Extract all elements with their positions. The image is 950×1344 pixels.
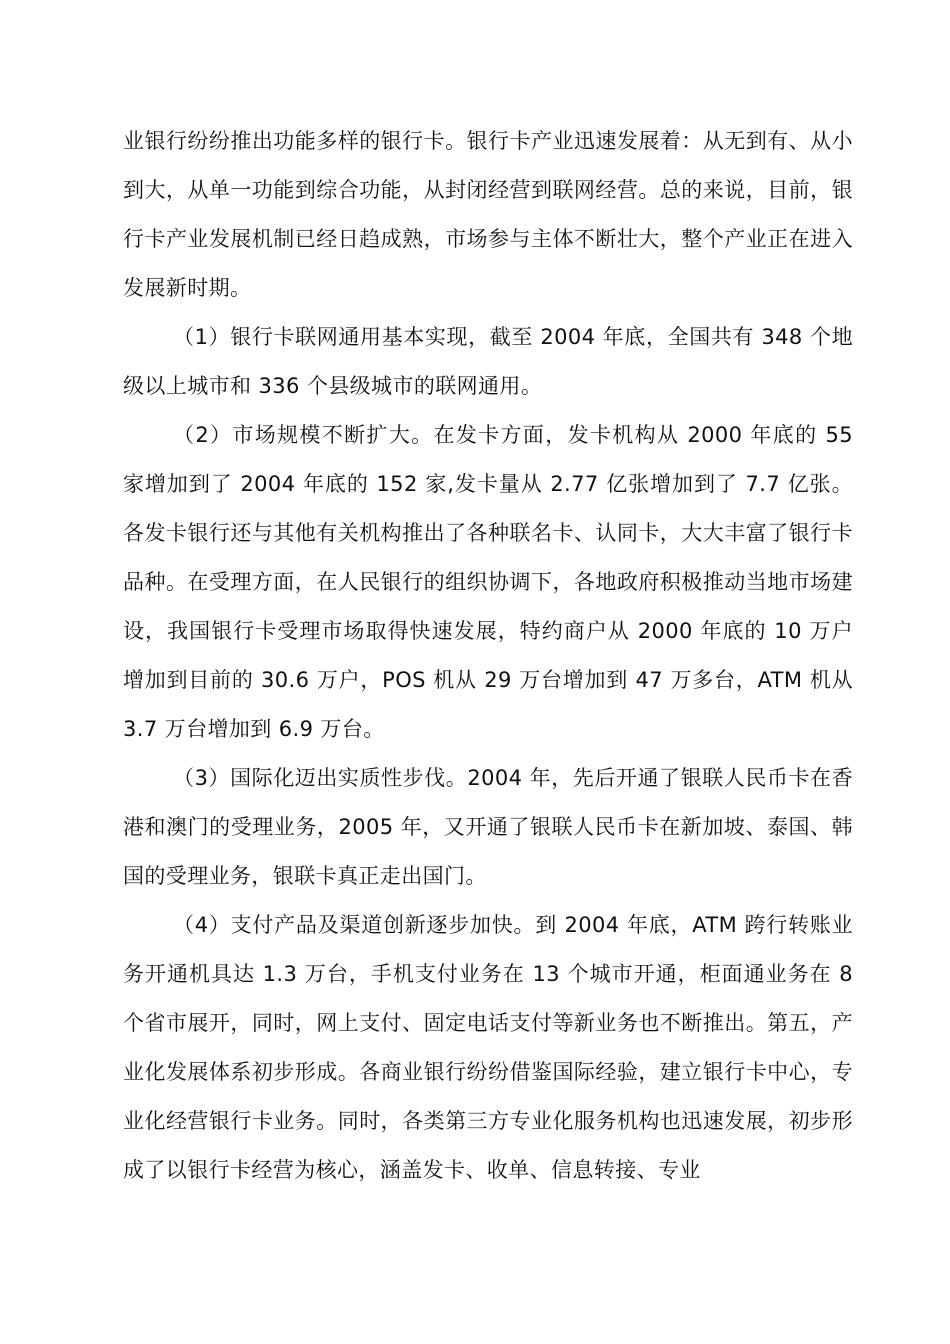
paragraph-item-3-internationalization: （3）国际化迈出实质性步伐。2004 年，先后开通了银联人民币卡在香港和澳门的受理业务，2005 年，又开通了银联人民币卡在新加坡、泰国、韩国的受理业务，银联卡真正走出国门。 [123, 766, 853, 888]
paragraph-item-1-network: （1）银行卡联网通用基本实现，截至 2004 年底，全国共有 348 个地级以上城市和 336 个县级城市的联网通用。 [123, 325, 853, 398]
document-body [123, 117, 853, 1195]
paragraph-item-2-market-scale: （2）市场规模不断扩大。在发卡方面，发卡机构从 2000 年底的 55 家增加到了 2004 年底的 152 家,发卡量从 2.77 亿张增加到了 7.7 亿张。各发卡银行还与其他有关机构推出了各种联名卡、认同卡，大大丰富了银行卡品种。在受理方面，在人民银行的组织协调下，各地政府积极推动当地市场建设，我国银行卡受理市场取得快速发展，特约商户从 2000 年底的 10 万户增加到目前的 30.6 万户，POS 机从 29 万台增加到 47 万多台，ATM 机从 3.7 万台增加到 6.9 万台。 [123, 423, 853, 741]
paragraph-intro-continued: 业银行纷纷推出功能多样的银行卡。银行卡产业迅速发展着：从无到有、从小到大，从单一功能到综合功能，从封闭经营到联网经营。总的来说，目前，银行卡产业发展机制已经日趋成熟，市场参与主体不断壮大，整个产业正在进入发展新时期。 [123, 129, 853, 300]
paragraph-item-4-payment-innovation: （4）支付产品及渠道创新逐步加快。到 2004 年底，ATM 跨行转账业务开通机具达 1.3 万台，手机支付业务在 13 个城市开通，柜面通业务在 8 个省市展开，同时，网上支付、固定电话支付等新业务也不断推出。第五，产业化发展体系初步形成。各商业银行纷纷借鉴国际经验，建立银行卡中心，专业化经营银行卡业务。同时，各类第三方专业化服务机构也迅速发展，初步形成了以银行卡经营为核心，涵盖发卡、收单、信息转接、专业 [123, 913, 853, 1182]
